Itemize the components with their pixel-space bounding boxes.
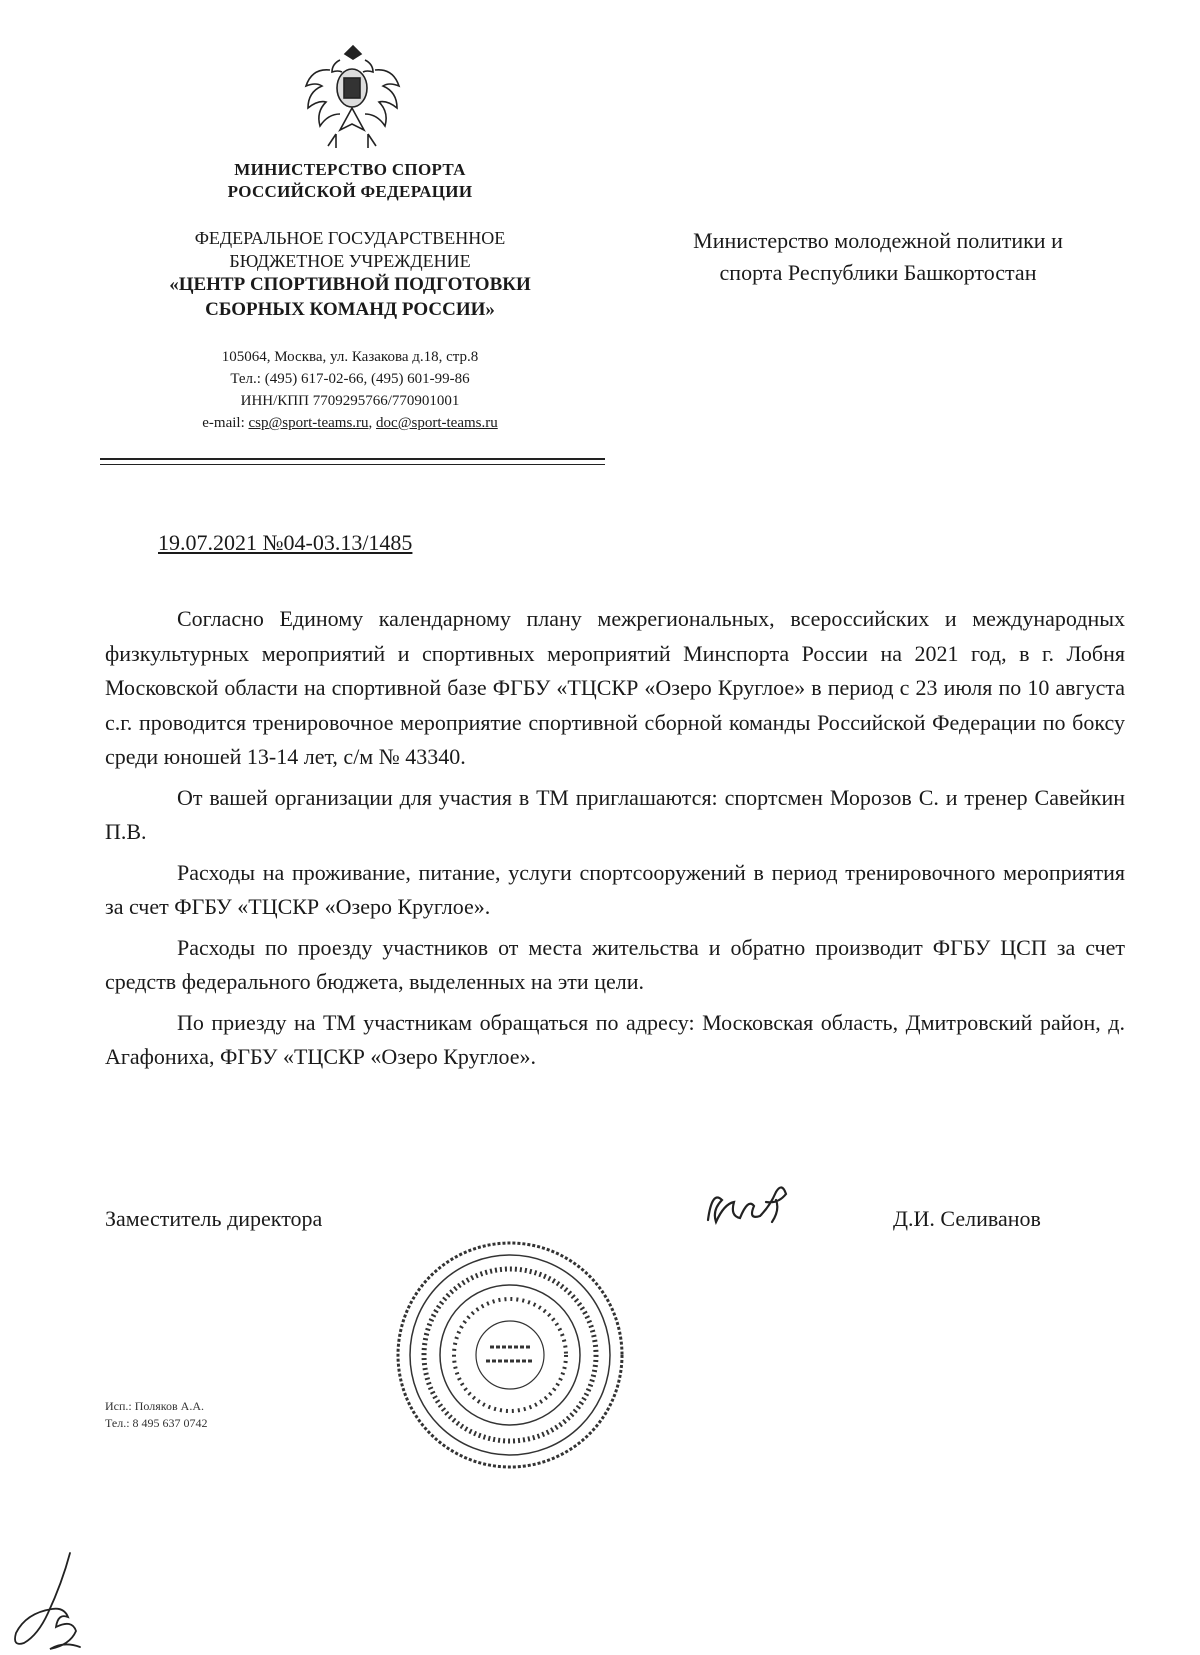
email-link-1[interactable]: csp@sport-teams.ru (248, 415, 369, 431)
executor-info (105, 1398, 208, 1432)
recipient-block (628, 225, 1128, 289)
body-paragraph: Расходы на проживание, питание, услуги спортсооружений в период тренировочного мероприятия за счет ФГБУ «ТЦСКР «Озеро Круглое». (105, 859, 1125, 919)
body-paragraph: Расходы по проезду участников от места жительства и обратно производит ФГБУ ЦСП за счет средств федерального бюджета, выделенных на эти цели. (105, 934, 1125, 994)
recipient-line-1: Министерство молодежной политики и (693, 228, 1063, 253)
seal-icon (390, 1235, 630, 1475)
org-phone: Тел.: (495) 617-02-66, (495) 601-99-86 (230, 371, 470, 387)
org-name-line-1: «ЦЕНТР СПОРТИВНОЙ ПОДГОТОВКИ (169, 274, 531, 295)
signatory-name: Д.И. Селиванов (893, 1206, 1041, 1231)
recipient-line-2: спорта Республики Башкортостан (719, 260, 1037, 285)
executor-name: Исп.: Поляков А.А. (105, 1399, 204, 1413)
body-paragraph: Согласно Единому календарному плану межрегиональных, всероссийских и международных физкультурных мероприятий и спортивных мероприятий Минспорта России на 2021 год, в г. Лобня Московской области на спортивной базе ФГБУ «ТЦСКР «Озеро Круглое» в период с 23 июля по 10 августа с.г. проводится тренировочное мероприятие спортивной сборной команды Российской Федерации по боксу среди юношей 13-14 лет, с/м № 43340. (105, 606, 1125, 769)
ministry-title-line-1: МИНИСТЕРСТВО СПОРТА (234, 160, 466, 179)
body-paragraph: По приезду на ТМ участникам обращаться по адресу: Московская область, Дмитровский район, д. Агафониха, ФГБУ «ТЦСКР «Озеро Круглое». (105, 1009, 1125, 1069)
email-separator: , (368, 415, 377, 431)
org-email (115, 415, 585, 432)
header-divider (100, 458, 605, 465)
ministry-title-line-2: РОССИЙСКОЙ ФЕДЕРАЦИИ (227, 182, 473, 201)
executor-phone: Тел.: 8 495 637 0742 (105, 1416, 208, 1430)
email-link-2[interactable]: doc@sport-teams.ru (376, 415, 498, 431)
emblem-icon (300, 40, 405, 155)
org-type-line-2: БЮДЖЕТНОЕ УЧРЕЖДЕНИЕ (229, 251, 471, 271)
org-address: 105064, Москва, ул. Казакова д.18, стр.8 (221, 349, 479, 365)
signatory-title: Заместитель директора (105, 1206, 323, 1231)
handwritten-mark-icon (8, 1545, 118, 1655)
signature-icon (700, 1180, 810, 1240)
letter-body (105, 602, 1125, 1075)
org-inn: ИНН/КПП 7709295766/770901001 (240, 393, 460, 409)
body-paragraph: От вашей организации для участия в ТМ приглашаются: спортсмен Морозов С. и тренер Савейкин П.В. (105, 784, 1125, 844)
email-prefix: e-mail: (202, 415, 249, 431)
org-name-line-2: СБОРНЫХ КОМАНД РОССИИ» (205, 299, 495, 320)
document-date-number: 19.07.2021 №04-03.13/1485 (158, 530, 413, 555)
org-type-line-1: ФЕДЕРАЛЬНОЕ ГОСУДАРСТВЕННОЕ (194, 228, 506, 248)
